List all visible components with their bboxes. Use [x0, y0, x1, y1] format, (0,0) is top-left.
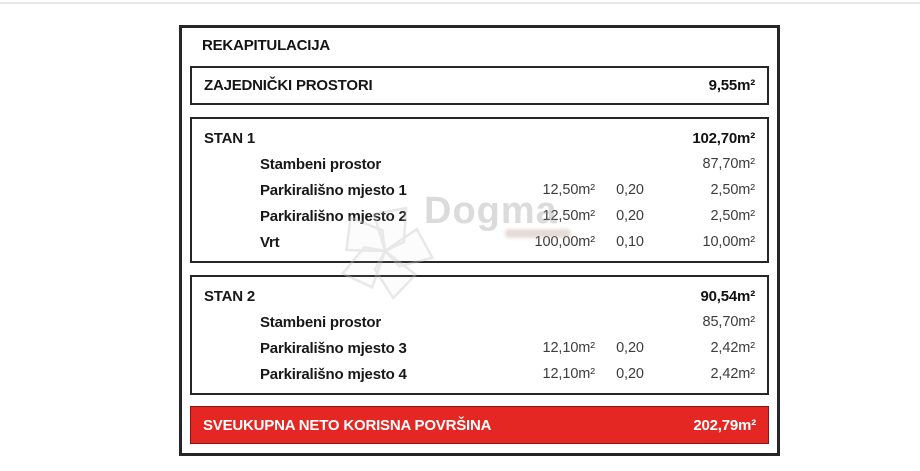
row-coefficient: 0,20 [616, 340, 644, 356]
row-value: 2,42m² [710, 340, 755, 356]
grand-total-value: 202,79m² [693, 416, 756, 434]
table-row [204, 335, 755, 361]
section-header-row [204, 283, 755, 309]
row-coefficient: 0,10 [616, 234, 644, 250]
row-coefficient: 0,20 [616, 366, 644, 382]
section-label: STAN 1 [204, 129, 256, 147]
table-row [204, 177, 755, 203]
row-area: 100,00m² [534, 234, 595, 250]
row-area: 12,10m² [542, 340, 595, 356]
section-total: 90,54m² [700, 287, 755, 305]
section-label: STAN 2 [204, 287, 256, 305]
row-label: Stambeni prostor [260, 313, 381, 331]
common-spaces-label: ZAJEDNIČKI PROSTORI [204, 77, 373, 94]
row-value: 85,70m² [702, 314, 755, 330]
row-value: 2,50m² [710, 182, 755, 198]
row-area: 12,50m² [542, 182, 595, 198]
table-title: REKAPITULACIJA [202, 37, 331, 54]
common-spaces-total: 9,55m² [708, 77, 755, 94]
row-label: Parkirališno mjesto 3 [260, 339, 407, 357]
table-row [204, 229, 755, 255]
row-value: 10,00m² [702, 234, 755, 250]
row-area: 12,10m² [542, 366, 595, 382]
grand-total-row [190, 406, 769, 444]
section-stan-1 [190, 117, 769, 263]
table-row [204, 361, 755, 387]
recapitulation-table [179, 25, 780, 456]
row-value: 2,50m² [710, 208, 755, 224]
common-spaces-row [190, 66, 769, 105]
row-label: Vrt [260, 233, 280, 251]
grand-total-label: SVEUKUPNA NETO KORISNA POVRŠINA [203, 416, 492, 434]
row-label: Parkirališno mjesto 2 [260, 207, 407, 225]
table-row [204, 203, 755, 229]
row-label: Parkirališno mjesto 4 [260, 365, 407, 383]
table-row [204, 309, 755, 335]
row-label: Stambeni prostor [260, 155, 381, 173]
row-value: 2,42m² [710, 366, 755, 382]
table-row [204, 151, 755, 177]
row-coefficient: 0,20 [616, 182, 644, 198]
row-area: 12,50m² [542, 208, 595, 224]
row-value: 87,70m² [702, 156, 755, 172]
page-top-divider [0, 2, 920, 4]
section-stan-2 [190, 275, 769, 395]
row-label: Parkirališno mjesto 1 [260, 181, 407, 199]
watermark-text: Dogma [424, 190, 558, 232]
section-total: 102,70m² [692, 129, 755, 147]
row-coefficient: 0,20 [616, 208, 644, 224]
section-header-row [204, 125, 755, 151]
